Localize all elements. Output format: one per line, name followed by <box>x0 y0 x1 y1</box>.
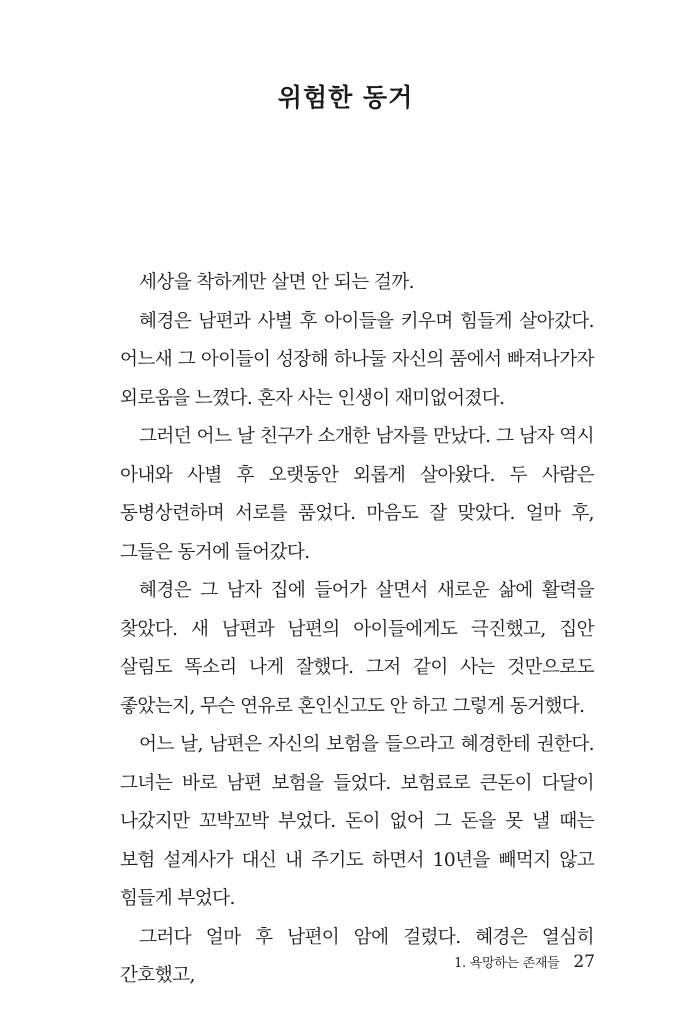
paragraph: 어느 날, 남편은 자신의 보험을 들으라고 혜경한테 권한다. 그녀는 바로 남편 보험을 들었다. 보험료로 큰돈이 다달이 나갔지만 꼬박꼬박 부었다. 돈이 없어 그 돈을 못 낼 때는 보험 설계사가 대신 내 주기도 하면서 10년을 빼먹지 않고 힘들게 부었다. <box>120 734 594 909</box>
paragraph: 세상을 착하게만 살면 안 되는 걸까. <box>139 272 414 293</box>
chapter-title: 위험한 동거 <box>277 83 414 112</box>
page-footer <box>454 952 595 972</box>
paragraph: 그러던 어느 날 친구가 소개한 남자를 만났다. 그 남자 역시 아내와 사별 후 오랫동안 외롭게 살아왔다. 두 사람은 동병상련하며 서로를 품었다. 마음도 잘 맞았다. 얼마 후, 그들은 동거에 들어갔다. <box>120 426 594 563</box>
paragraph: 혜경은 남편과 사별 후 아이들을 키우며 힘들게 살아갔다. 어느새 그 아이들이 성장해 하나둘 자신의 품에서 빠져나가자 외로움을 느꼈다. 혼자 사는 인생이 재미없어졌다. <box>120 310 594 409</box>
paragraph: 그러다 얼마 후 남편이 암에 걸렸다. 혜경은 열심히 간호했고, <box>120 926 594 986</box>
paragraph: 혜경은 그 남자 집에 들어가 살면서 새로운 삶에 활력을 찾았다. 새 남편과 남편의 아이들에게도 극진했고, 집안 살림도 똑소리 나게 잘했다. 그저 같이 사는 것만으로도 좋았는지, 무슨 연유로 혼인신고도 안 하고 그렇게 동거했다. <box>120 580 594 717</box>
body-text <box>120 264 594 996</box>
running-chapter-label: 1. 욕망하는 존재들 <box>454 956 560 971</box>
page-number: 27 <box>573 952 595 972</box>
